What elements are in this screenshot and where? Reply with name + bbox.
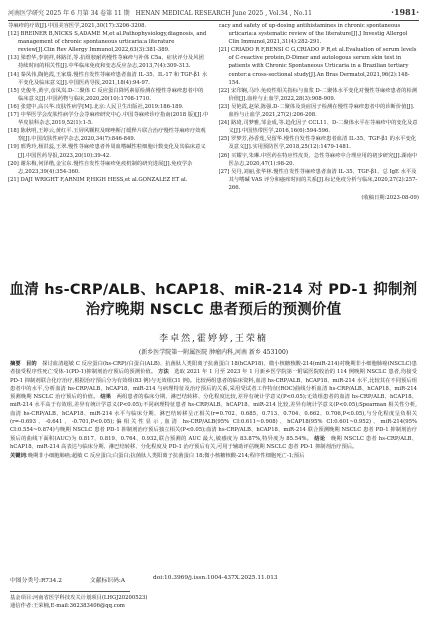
abstract <box>10 360 417 461</box>
clc-number: 中图分类号:R734.2 <box>10 578 62 584</box>
conclusion-text: 晚期 NSCLC 患者 hs-CRP/ALB、hCAP18、miR-214 高表达与临床分期、淋巴结转移、分化程度及 PD-1 治疗预后有关,可用于辅助评估晚期 NSCLC 患者 PD-1 抑制剂治疗预后。 <box>10 435 417 450</box>
reference-item: [14] 秦凤伟,陶艳霞,王家瑞.慢性自发性荨麻疹患者血清 IL-35、IL-17 和 TGF-β1 水平变化及临床意义[J].中国医药导报,2021,18(4):94-97. <box>8 71 208 86</box>
footnote-rule <box>10 591 130 592</box>
reference-item: 荨麻疹的疗效[J].中国美容医学,2021,30(17):3206-3208. <box>8 23 147 29</box>
page-number: ·1981· <box>391 7 419 17</box>
affiliation: (新乡医学院第一附属医院 肿瘤内科,河南 新乡 453100) <box>138 349 289 356</box>
reference-item: [21] CRIADO R F,BENSI C G,CRIADO P R,et al.Evaluation of serum levels of C-reactive protein,D-Dimer and autologous serum skin test in patients with Chronic Spontaneous Urticaria in a Brazilian tertiary center:a cross-sectional study[J].An Bras Dermatol,2021,96(2):148-154. <box>218 47 417 86</box>
reference-item: [22] 宋印娴,马玲.免疫性相关指标与血浆 D-二聚体水平变化对慢性荨麻疹患者的检测价值[J].血栓与止血学,2022,28(3):908-909. <box>218 87 418 102</box>
keywords: 关键词:晚期非小细胞肺癌;超敏 C 反应蛋白;白蛋白;抗菌肽人类阳离子抗菌蛋白 18;微小核糖核酸-214;程序性细胞死亡-1;预后 <box>10 453 305 460</box>
reference-item: [21] DAJI WRIGHT F,ARNIM P,HIGH HESS,et al.GONZALEZ ET al. <box>8 176 188 183</box>
references-section <box>8 22 419 272</box>
reference-item: [16] 张建中,高兴华.皮肤性病学[M].北京:人民卫生出版社,2019:186-189. <box>8 103 184 110</box>
keywords-label: 关键词 <box>10 453 26 460</box>
keywords-text: 晚期非小细胞肺癌;超敏 C 反应蛋白;白蛋白;抗菌肽人类阳离子抗菌蛋白 18;微小核糖核酸-214;程序性细胞死亡-1;预后 <box>27 453 305 460</box>
reference-item: [26] 买耀宇,朱琳.中医药在特应性皮炎、急性荨麻疹中合理应用的初步研究[J].湖南中医杂志,2020,47(1):98-20. <box>218 152 418 167</box>
purpose-text: 探讨血清超敏 C 反应蛋白(hs-CRP)/白蛋白(ALB)、抗菌肽人类阳离子抗菌蛋白 18(hCAP18)、微小核糖核酸-214(miR-214)对晚期非小细胞肺癌(NSCLC)患者接受程序性死亡受体-1(PD-1)抑制剂治疗预后的预测价值。 <box>10 361 417 376</box>
title-line-2: 治疗晚期 NSCLC 患者预后的预测价值 <box>85 302 342 318</box>
methods-label: 方法 <box>158 369 169 376</box>
reference-item: [17] 中华医学会皮肤性病学分会荨麻疹研究中心.中国荨麻疹诊疗指南(2018 版)[J].中华皮肤科杂志,2019,52(1):1-5. <box>8 112 209 127</box>
document-code: 文献标识码:A <box>89 578 126 584</box>
abstract-label: 摘要 <box>10 361 21 367</box>
references-left-column <box>8 22 209 272</box>
running-header <box>8 6 419 18</box>
article-meta <box>10 575 417 584</box>
purpose-label: 目的 <box>26 361 37 367</box>
abstract-body <box>10 360 417 451</box>
corresponding-author: 通信作者:王荣楠,E-mail:362383406@qq.com <box>10 603 125 609</box>
methods-text: 选取 2021 年 1 月至 2023 年 1 月新乡医学院第一附属医院收治的 114 例晚期 NSCLC 患者,均接受 PD-1 抑制剂联合化疗治疗,根据治疗预后分为有效组(83 例)与无效组(31 例)。比较两组患者的临床资料,血清 hs-CRP/ALB、hCAP18、miR-214 水平,比较其在不同预后组患者中的水平,分析血清 hs-CRP/ALB、hCAP18、miR-214 与病理特征及治疗预后的关系,采用受试者工作特征(ROC)曲线分析血清 hs-CRP/ALB、hCAP18、miR-214 预测晚期 NSCLC 治疗预后的价值。 <box>10 369 417 401</box>
references-right-column <box>219 22 420 272</box>
reference-item: [15] 史俊冬,黄宇,彦凤岚.D-二聚体 C 反应蛋白降钙素原检测在慢性荨麻疹患者中的临床意义[J].中国药物与临床,2020,20(10):1708-1710. <box>8 87 204 102</box>
footnotes <box>10 594 417 610</box>
reference-item: [24] 路琦,司梦雅,邹金成,等.趋化因子 CCL11、D-二聚体水平在荨麻疹中的变化及意义[J].中国热带医学,2016,16(6):594-596. <box>218 120 418 135</box>
reference-item: cacy and safety of up-dosing antihistamines in chronic spontaneous urticaria:a systematic review of the literature[J].J Investig Allergol Clin Immunol,2021,31(4):282-291. <box>218 23 408 46</box>
results-label: 结果 <box>100 394 112 401</box>
reference-item: [25] 罗梦芳,孙香莲,吴留华.慢性自发性荨麻疹患者血清 IL-35、TGF-β1 的水平变化及意义[J].实用预防医学,2018,25(12):1479-1481. <box>218 136 417 151</box>
article-title <box>0 280 427 320</box>
reference-item: [18] 陈秋明,王婷云,黄红平.玉屏风颗粒及咪唑斯汀缓释片联合治疗慢性荨麻疹疗效观察[J].中国皮肤性病学杂志,2020,34(7):846-849. <box>8 128 206 143</box>
doi: doi:10.3969/j.issn.1004-437X.2025.11.013 <box>153 575 278 581</box>
results-text: 两组患者的临床分期、淋巴结转移、分化程度比较,差异有统计学意义(P<0.05);无效组患者的血清 hs-CRP/ALB、hCAP18、miR-214 水平高于有效组,差异有统计学意义(P<0.05);不同病理特征患者 hs-CRP/ALB、hCAP18、miR-214 比较,差异有统计学意义(P<0.05);Spearman 相关性分析,血清 hs-CRP/ALB、hCAP18、miR-214 水平与临床分期、淋巴结转移呈正相关(r=0.702、0.685、0.713、0.704、0.662、0.706,P<0.05),与分化程度呈负相关(r=-0.693、-0.641、-0.701,P<0.05);偏相关性显示,血清 hs-CRP/ALB(95% CI:0.611~0.908)、hCAP18(95% CI:0.601~0.952)、miR-214(95% CI:0.554~0.874)与晚期 NSCLC 患者 PD-1 抑制剂治疗预后独立相关(P<0.05);血清 hs-CRP/ALB、hCAP18、miR-214 联合预测晚期 NSCLC 患者 PD-1 抑制剂治疗预后的曲线下面积(AUC)为 0.817、0.819、0.764、0.932,联合预测的 AUC 最大,敏感度为 83.87%,特异度为 85.54%。 <box>10 394 417 442</box>
received-date: (收稿日期:2023-08-09) <box>361 194 419 201</box>
reference-item: [27] 吴丹,刘丽,张华林.慢性自发性荨麻疹患者血清 IL-35、TGF-β1、总 IgE 水平及其与嗜碱 VAS 评分和瘙痒时间的关系[J].标记免疫分析与临床,2020,27(2):257-266. <box>218 168 418 191</box>
reference-item: [20] 谢东梅,何泽楷,金宝东.慢性自发性荨麻疹免疫机制的研究进展[J].免疫学杂志,2023,39(4):354-360. <box>8 160 193 175</box>
authors: 李卓然,霍婷婷,王荣楠 <box>159 334 268 344</box>
header-journal: 河南医学研究 2025 年 6 月第 34 卷第 11 期 HENAN MEDICAL RESEARCH June 2025 , Vol.34 , No.11 <box>8 9 312 17</box>
title-line-1: 血清 hs-CRP/ALB、hCAP18、miR-214 对 PD-1 抑制剂 <box>9 282 418 298</box>
reference-item: [12] BREINER B,NICKS S,ADAME M,et al.Pathophysiology,diagnosis, and management of chronic spontaneous urticaria:a literature review[J].Clin Rev Allergy Immunol,2022,63(3):381-389. <box>8 31 207 54</box>
header-rule <box>8 20 419 21</box>
reference-item: [23] 吴艳霞,赵荣,陈强.D-二聚体及炎症因子检测在慢性荨麻疹患者中的诊断价值[J].血栓与止血学,2021,27(2):206-208. <box>218 103 415 119</box>
reference-item: [19] 邢秀玲,杨洪蕊,王翠.慢性荨麻疹患者外周血嗜碱性粒细胞计数变化及其临床意义[J].中国医药导报,2023,20(10):39-42. <box>8 144 206 159</box>
reference-item: [13] 梁碧华,李润祥,林路洋,等.抗组胺耐药慢性荨麻疹与补体 C5a、症状评分及风团持续时间的相关性[J].中华临床免疫和变态反应杂志,2013,7(4):309-313. <box>8 55 204 70</box>
fund-note: 基金项目:河南省医学科技攻关计划项目(LHGJ20200523) <box>10 595 148 601</box>
conclusion-label: 结论 <box>314 435 326 442</box>
